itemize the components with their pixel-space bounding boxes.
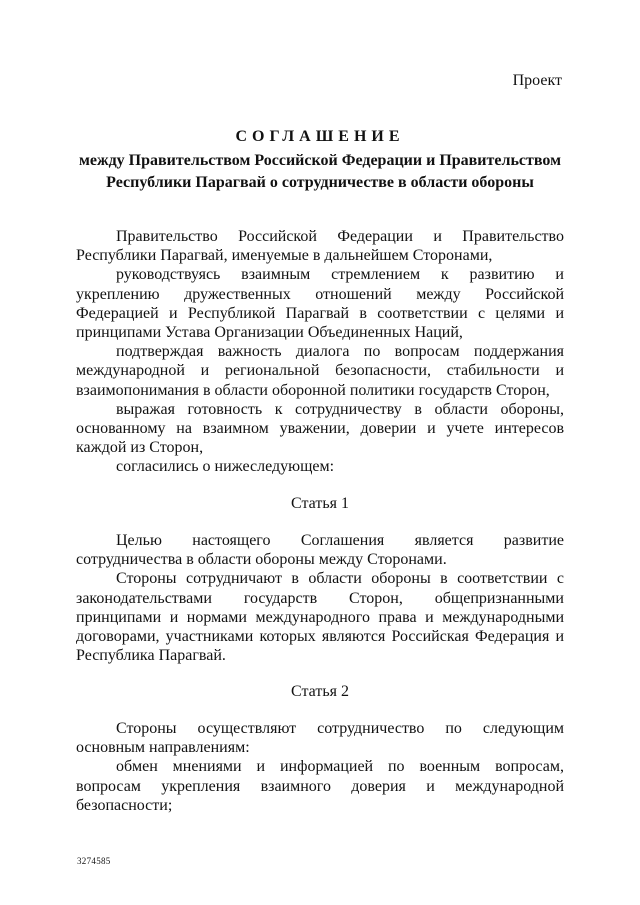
article-paragraph: обмен мнениями и информацией по военным вопросам, вопросам укрепления взаимного доверия и международной безопасности; xyxy=(76,758,564,814)
article-2-heading: Статья 2 xyxy=(291,683,349,700)
document-title: СОГЛАШЕНИЕ xyxy=(235,128,405,145)
preamble-paragraph: согласились о нижеследующем: xyxy=(116,458,335,476)
draft-status-label: Проект xyxy=(512,72,562,89)
document-subtitle: между Правительством Российской Федерации и Правительством Республики Парагвай о сотрудничестве в области обороны xyxy=(78,152,561,191)
article-paragraph: Целью настоящего Соглашения является развитие сотрудничества в области обороны между Сторонами. xyxy=(76,532,564,569)
preamble-paragraph: выражая готовность к сотрудничеству в области обороны, основанному на взаимном уважении, доверии и учете интересов каждой из Сторон, xyxy=(76,400,564,457)
article-paragraph: Стороны осуществляют сотрудничество по следующим основным направлениям: xyxy=(76,720,564,757)
preamble-paragraph: Правительство Российской Федерации и Правительство Республики Парагвай, именуемые в дальнейшем Сторонами, xyxy=(76,228,564,265)
preamble xyxy=(76,227,564,477)
preamble-paragraph: руководствуясь взаимным стремлением к развитию и укреплению дружественных отношений между Российской Федерацией и Республикой Парагвай в соответствии с целями и принципами Устава Организации Объединенных Наций, xyxy=(76,266,564,342)
preamble-paragraph: подтверждая важность диалога по вопросам поддержания международной и региональной безопасности, стабильности и взаимопонимания в области оборонной политики государств Сторон, xyxy=(76,343,564,399)
article-2-body xyxy=(76,719,564,815)
article-paragraph: Стороны сотрудничают в области обороны в соответствии с законодательствами государств Сторон, общепризнанными принципами и нормами международного права и международными договорами, участниками которых являются Российская Федерация и Республика Парагвай. xyxy=(76,570,564,665)
article-1-body xyxy=(76,531,564,665)
document-number: 3274585 xyxy=(77,856,111,866)
article-1-heading: Статья 1 xyxy=(291,495,349,512)
